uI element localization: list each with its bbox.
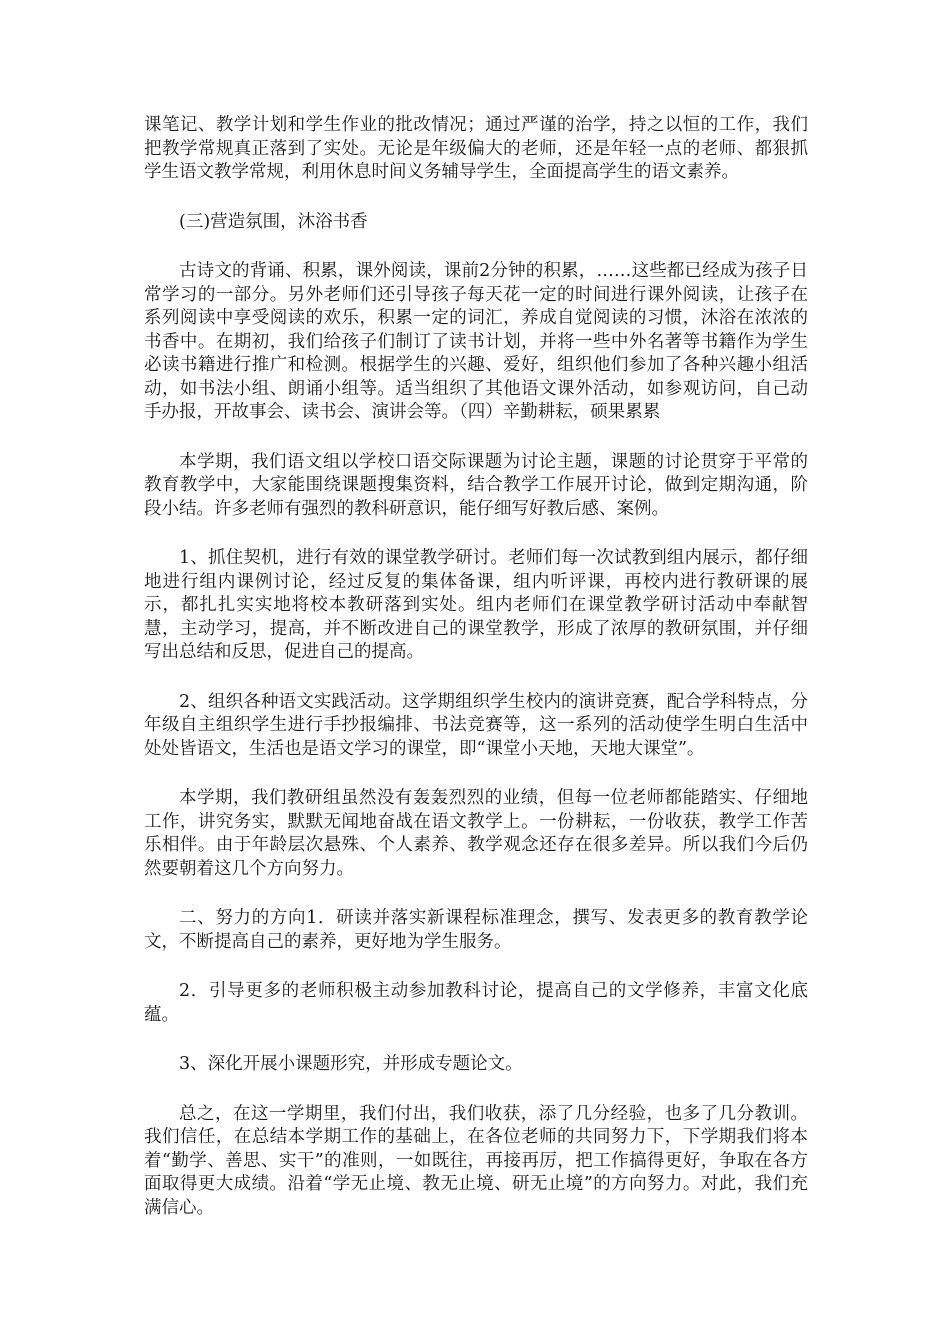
paragraph-research-topic: 本学期，我们语文组以学校口语交际课题为讨论主题，课题的讨论贯穿于平常的教育教学中，大家能围绕课题搜集资料，结合教学工作展开讨论，做到定期沟通，阶段小结。许多老师有强烈的教科研意识，能仔细写好教后感、案例。: [144, 451, 808, 519]
paragraph-gap: [144, 234, 808, 260]
paragraph-gap: [144, 185, 808, 211]
paragraph-gap: [144, 1027, 808, 1053]
paragraph-gap: [144, 1077, 808, 1103]
paragraph-gap: [144, 665, 808, 691]
paragraph-gap: [144, 881, 808, 907]
paragraph-gap: [144, 954, 808, 980]
paragraph-gap: [144, 425, 808, 451]
paragraph-conclusion: 总之，在这一学期里，我们付出，我们收获，添了几分经验，也多了几分教训。我们信任，在总结本学期工作的基础上，在各位老师的共同努力下，下学期我们将本着“勤学、善思、实干”的准则，一如既往，再接再厉，把工作搞得更好，争取在各方面取得更大成绩。沿着“学无止境、教无止境、研无止境”的方向努力。对此，我们充满信心。: [144, 1103, 808, 1218]
paragraph-reflection: 本学期，我们教研组虽然没有轰轰烈烈的业绩，但每一位老师都能踏实、仔细地工作，讲究务实，默默无闻地奋战在语文教学上。一份耕耘，一份收获，教学工作苦乐相伴。由于年龄层次悬殊、个人素养、教学观念还存在很多差异。所以我们今后仍然要朝着这几个方向努力。: [144, 788, 808, 879]
paragraph-gap: [144, 761, 808, 787]
paragraph-item-2: 2、组织各种语文实践活动。这学期组织学生校内的演讲竞赛，配合学科特点，分年级自主组织学生进行手抄报编排、书法竞赛等，这一系列的活动使学生明白生活中处处皆语文，生活也是语文学习的课堂，即“课堂小天地，天地大课堂”。: [144, 691, 808, 759]
paragraph-reading: 古诗文的背诵、积累，课外阅读，课前2分钟的积累，……这些都已经成为孩子日常学习的一部分。另外老师们还引导孩子每天花一定的时间进行课外阅读，让孩子在系列阅读中享受阅读的欢乐，积累一定的词汇，养成自觉阅读的习惯，沐浴在浓浓的书香中。在期初，我们给孩子们制订了读书计划，并将一些中外名著等书籍作为学生必读书籍进行推广和检测。根据学生的兴趣、爱好，组织他们参加了各种兴趣小组活动，如书法小组、朗诵小组等。适当组织了其他语文课外活动，如参观访问，自己动手办报，开故事会、读书会、演讲会等。（四）辛勤耕耘，硕果累累: [144, 261, 808, 422]
paragraph-direction-2: 2．引导更多的老师积极主动参加教科讨论，提高自己的文学修养，丰富文化底蕴。: [144, 981, 808, 1025]
paragraph-item-1: 1、抓住契机，进行有效的课堂教学研讨。老师们每一次试教到组内展示，都仔细地进行组内课例讨论，经过反复的集体备课，组内听评课，再校内进行教研课的展示，都扎扎实实地将校本教研落到实处。组内老师们在课堂教学研讨活动中奉献智慧，主动学习，提高，并不断改进自己的课堂教学，形成了浓厚的教研氛围，并仔细写出总结和反思，促进自己的提高。: [144, 548, 808, 662]
paragraph-direction-1: 二、努力的方向1．研读并落实新课程标准理念，撰写、发表更多的教育教学论文，不断提高自己的素养，更好地为学生服务。: [144, 908, 808, 952]
paragraph-direction-3: 3、深化开展小课题形究，并形成专题论文。: [179, 1054, 523, 1074]
paragraph-routine-continuation: 课笔记、教学计划和学生作业的批改情况；通过严谨的治学，持之以恒的工作，我们把教学常规真正落到了实处。无论是年级偏大的老师，还是年轻一点的老师、都狠抓学生语文教学常规，利用休息时间义务辅导学生，全面提高学生的语文素养。: [144, 115, 808, 182]
document-page: [144, 114, 808, 1220]
paragraph-gap: [144, 521, 808, 547]
section-heading-atmosphere: (三)营造氛围，沐浴书香: [179, 211, 368, 232]
